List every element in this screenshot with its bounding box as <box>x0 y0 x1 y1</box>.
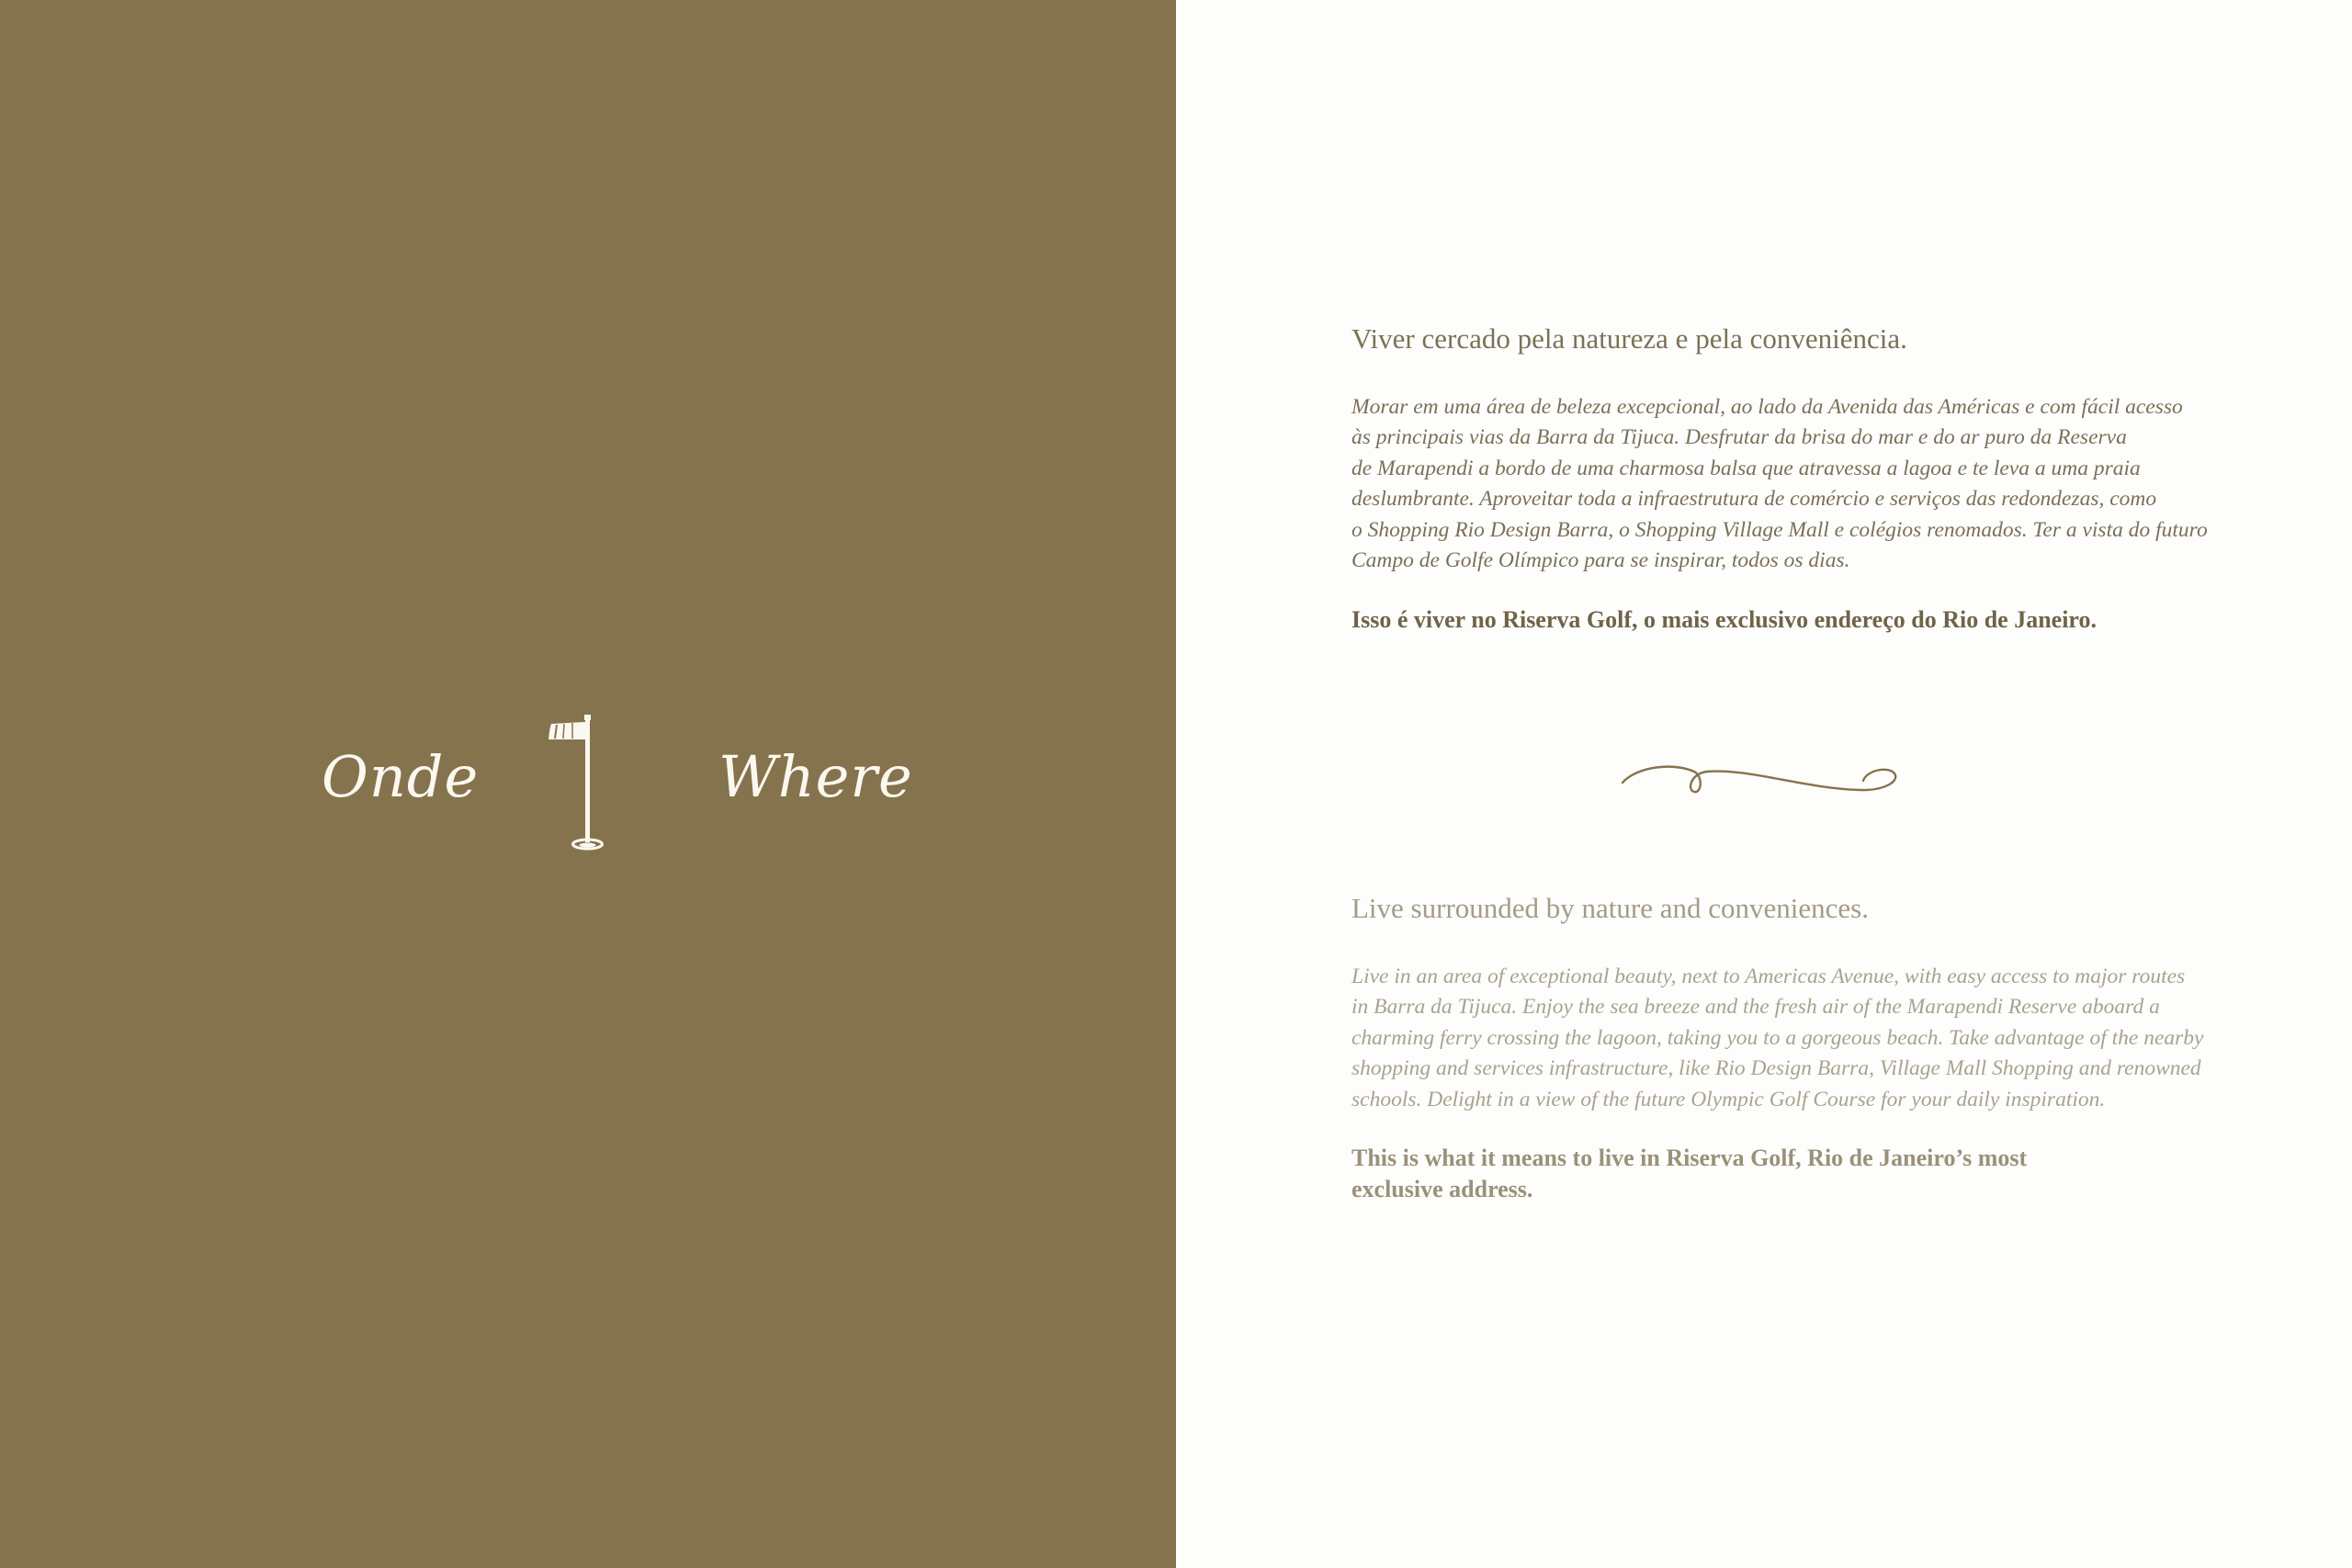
golf-flag-icon <box>544 715 610 854</box>
title-where: Where <box>718 743 913 810</box>
title-onde: Onde <box>322 743 480 810</box>
english-tagline <box>1351 1143 2178 1205</box>
portuguese-section <box>1351 321 2215 636</box>
english-body <box>1351 962 2215 1116</box>
portuguese-body <box>1351 392 2215 577</box>
tagline-line: This is what it means to live in Riserva Golf, Rio de Janeiro’s most <box>1351 1145 2028 1172</box>
body-line: Morar em uma área de beleza excepcional, ao lado da Avenida das Américas e com fácil acesso <box>1351 394 2183 419</box>
body-line: deslumbrante. Aproveitar toda a infraestrutura de comércio e serviços das redondezas, como <box>1351 487 2157 512</box>
body-line: in Barra da Tijuca. Enjoy the sea breeze and the fresh air of the Marapendi Reserve aboard a <box>1351 995 2160 1020</box>
flourish-ornament-icon <box>1619 753 1904 805</box>
body-line: Campo de Golfe Olímpico para se inspirar, todos os dias. <box>1351 548 1850 573</box>
portuguese-tagline: Isso é viver no Riserva Golf, o mais exclusivo endereço do Rio de Janeiro. <box>1351 605 2098 633</box>
body-line: shopping and services infrastructure, like Rio Design Barra, Village Mall Shopping and renowned <box>1351 1056 2201 1081</box>
portuguese-heading: Viver cercado pela natureza e pela conveniência. <box>1351 322 1907 355</box>
body-line: Live in an area of exceptional beauty, next to Americas Avenue, with easy access to major routes <box>1351 964 2186 988</box>
body-line: schools. Delight in a view of the future Olympic Golf Course for your daily inspiration. <box>1351 1087 2106 1111</box>
body-line: charming ferry crossing the lagoon, taking you to a gorgeous beach. Take advantage of the nearby <box>1351 1025 2204 1050</box>
english-section <box>1351 891 2215 1205</box>
tagline-line: exclusive address. <box>1351 1176 1533 1203</box>
body-line: o Shopping Rio Design Barra, o Shopping Village Mall e colégios renomados. Ter a vista do futuro <box>1351 517 2208 542</box>
body-line: às principais vias da Barra da Tijuca. Desfrutar da brisa do mar e do ar puro da Reserva <box>1351 425 2127 450</box>
body-line: de Marapendi a bordo de uma charmosa balsa que atravessa a lagoa e te leva a uma praia <box>1351 456 2141 480</box>
english-heading: Live surrounded by nature and conveniences. <box>1351 892 1869 924</box>
